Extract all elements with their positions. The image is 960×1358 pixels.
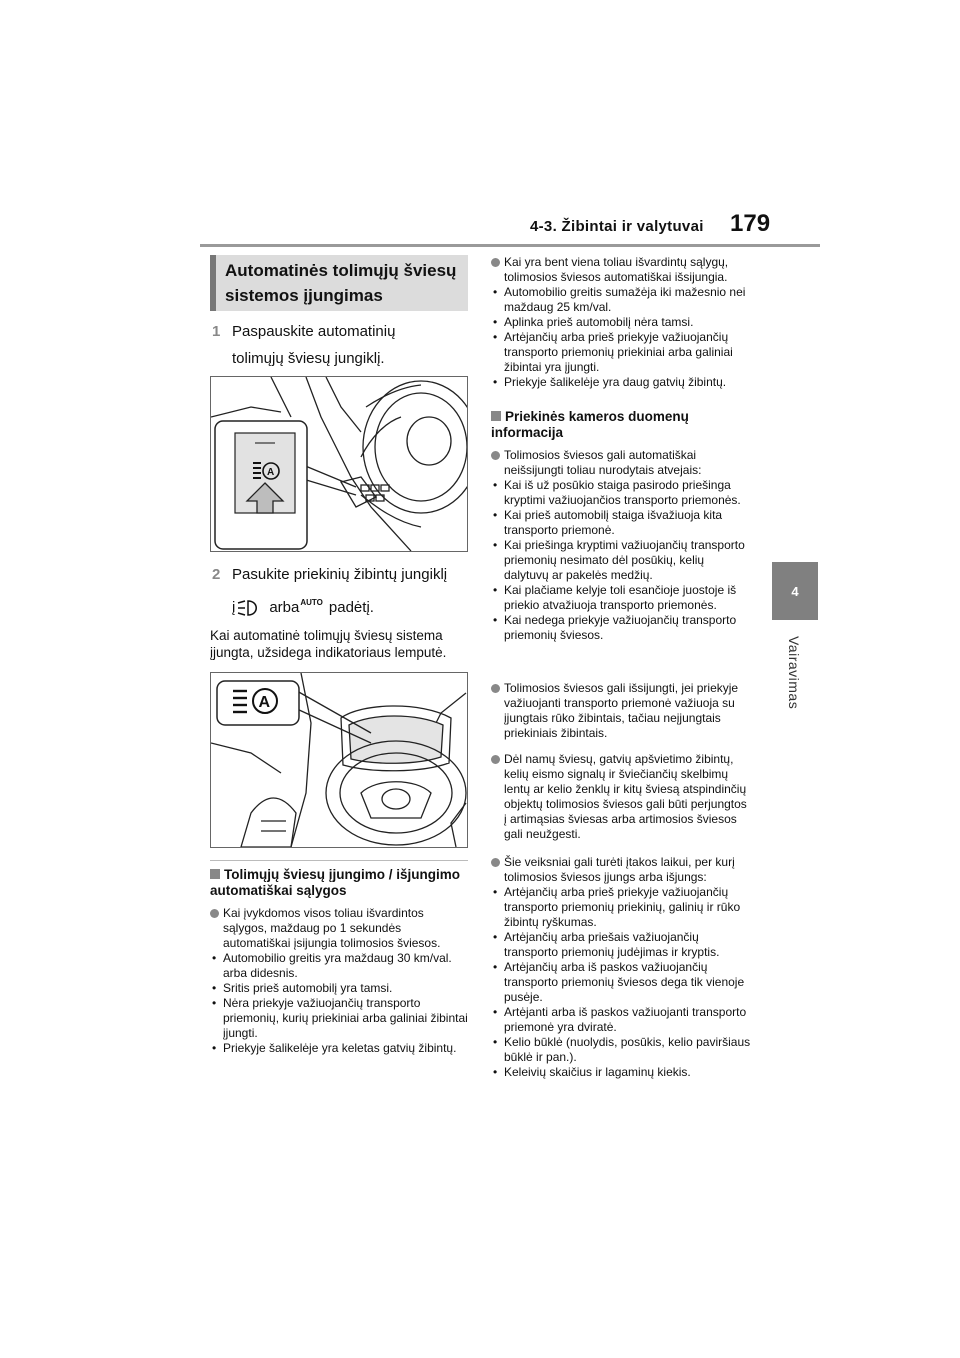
list-item: • Sritis prieš automobilį yra tamsi. [210,981,468,996]
step-text-pre: į [232,599,236,616]
section-title-line2: sistemos įjungimas [225,286,383,305]
section-title-line1: Automatinės tolimųjų šviesų [225,261,457,280]
list-item: • Artėjanti arba iš paskos važiuojanti transporto priemonė yra dviratė. [491,1005,751,1035]
list-item: • Artėjančių arba priešais važiuojančių transporto priemonių judėjimas ir kryptis. [491,930,751,960]
on-conditions-block [210,906,468,1056]
list-item: • Aplinka prieš automobilį nėra tamsi. [491,315,751,330]
section-title-box [210,255,468,311]
timing-factors-block [491,855,751,1080]
step-text-mid: arba [269,599,300,616]
list-item: • Artėjančių arba prieš priekyje važiuojančių transporto priemonių priekinių, galinių ir rūko žibintų ryškumas. [491,885,751,930]
step-text-line1: Pasukite priekinių žibintų jungiklį [232,566,448,583]
square-bullet-icon [210,869,220,879]
list-item: • Nėra priekyje važiuojančių transporto priemonių, kurių priekiniai arba galiniai žibintai įjungti. [210,996,468,1041]
conditions-list [491,285,751,390]
list-item: • Kai iš už posūkio staiga pasirodo priešinga kryptimi važiuojančios transporto priemonės. [491,478,751,508]
conditions-list [210,951,468,1056]
list-item: • Artėjančių arba iš paskos važiuojančių transporto priemonių šviesos dega tik vienoje pusėje. [491,960,751,1005]
headlight-icon [237,598,261,618]
list-item: • Kai priešinga kryptimi važiuojančių transporto priemonių nesimato dėl posūkių, kelių dalytuvų ar pakelės medžių. [491,538,751,583]
camera-limits-block [491,448,751,643]
list-item: • Automobilio greitis sumažėja iki mažesnio nei maždaug 25 km/val. [491,285,751,315]
figure-indicator [210,672,468,848]
lead-text: Kai įvykdomos visos toliau išvardintos sąlygos, maždaug po 1 sekundės automatiškai įsijungia tolimosios šviesos. [210,906,468,951]
off-conditions-block [491,255,751,390]
list-item: • Kelio būklė (nuolydis, posūkis, kelio paviršiaus būklė ir pan.). [491,1035,751,1065]
chapter-tab [772,562,818,620]
auto-position-label: AUTO [300,598,323,607]
list-item: • Keleivių skaičius ir lagaminų kiekis. [491,1065,751,1080]
fog-lights-note [491,681,751,741]
conditions-list [491,478,751,643]
subheading-camera-info [491,409,751,441]
svg-text:A: A [258,694,271,711]
step-number: 2 [212,566,221,583]
square-bullet-icon [491,411,501,421]
lead-text: Tolimosios šviesos gali išsijungti, jei priekyje važiuojanti transporto priemonė važiuoja su įjungtais rūko žibintais, tačiau neįjungtais priekiniais žibintais. [491,681,751,741]
subheading-text: Priekinės kameros duomenų informacija [491,409,689,440]
subheading-text: Tolimųjų šviesų įjungimo / išjungimo automatiškai sąlygos [210,867,461,898]
lead-text: Kai yra bent viena toliau išvardintų sąlygų, tolimosios šviesos automatiškai išsijungia. [491,255,751,285]
chapter-side-label: Vairavimas [786,636,802,710]
chapter-number: 4 [791,584,799,599]
switch-location-illustration [211,377,467,551]
indicator-note: Kai automatinė tolimųjų šviesų sistema įjungta, užsidega indikatoriaus lemputė. [210,628,447,660]
conditions-list [491,885,751,1080]
step-number: 1 [212,323,221,340]
list-item: • Priekyje šalikelėje yra keletas gatvių žibintų. [210,1041,468,1056]
subheading-on-off-conditions [210,867,468,899]
lead-text: Dėl namų šviesų, gatvių apšvietimo žibintų, kelių eismo signalų ir šviečiančių skelbimų lentų ar kelio ženklų ir kitų šviesą atspindinčių objektų tolimosios šviesos gali būti perjungtos į artimąsias šviesas arba artimosios šviesos gali neužgesti. [491,752,751,842]
step-text-line1: Paspauskite automatinių [232,323,396,340]
page-number: 179 [730,210,771,237]
list-item: • Kai prieš automobilį staiga išvažiuoja kita transporto priemonė. [491,508,751,538]
step-text-post: padėtį. [328,599,374,616]
step-text-line2: tolimųjų šviesų jungiklį. [232,350,385,367]
header-rule [200,244,820,247]
list-item: • Artėjančių arba prieš priekyje važiuojančių transporto priemonių priekiniai arba galiniai žibintai yra įjungti. [491,330,751,375]
list-item: • Automobilio greitis yra maždaug 30 km/val. arba didesnis. [210,951,468,981]
list-item: • Priekyje šalikelėje yra daug gatvių žibintų. [491,375,751,390]
reflections-note [491,752,751,842]
indicator-illustration [211,673,467,847]
figure-switch-location [210,376,468,552]
list-item: • Kai nedega priekyje važiuojančių transporto priemonių šviesos. [491,613,751,643]
list-item: • Kai plačiame kelyje toli esančioje juostoje iš priekio atvažiuoja transporto priemonės. [491,583,751,613]
svg-text:A: A [267,467,275,478]
lead-text: Šie veiksniai gali turėti įtakos laikui, per kurį tolimosios šviesos įjungs arba išjungs: [491,855,751,885]
lead-text: Tolimosios šviesos gali automatiškai neišsijungti toliau nurodytais atvejais: [491,448,751,478]
section-divider [210,860,468,861]
chapter-heading: 4-3. Žibintai ir valytuvai [530,218,704,235]
